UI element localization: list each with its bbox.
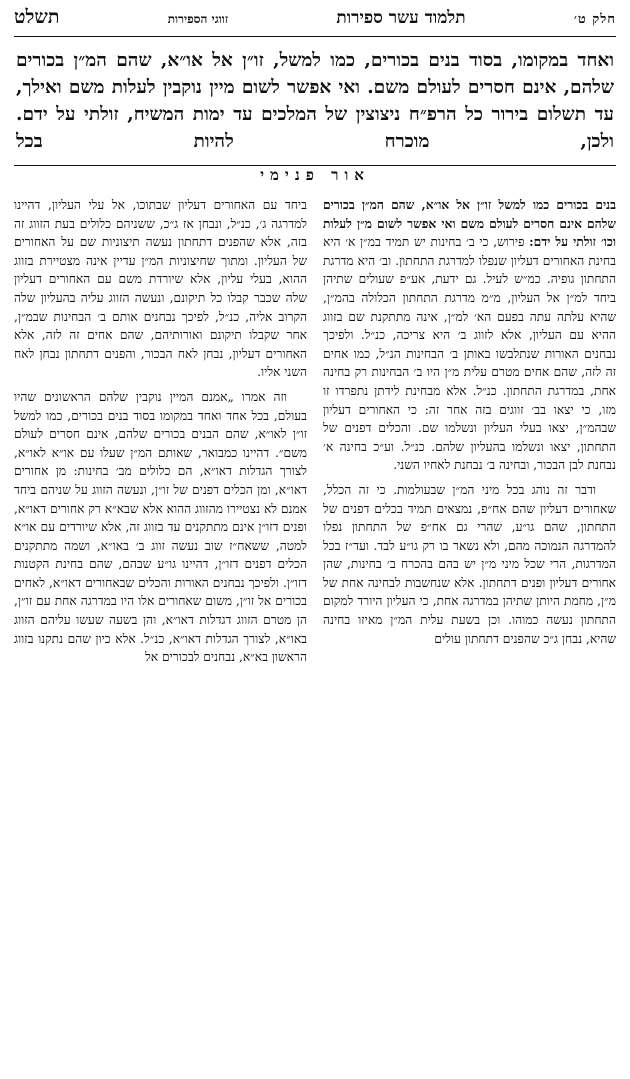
- main-text: ואחד במקומו, בסוד בנים בכורים, כמו למשל, זו״ן אל או״א, שהם המ״ן בכורים שלהם, אינם חסרים לעולם משם. ואי אפשר לשום מיין נוקבין לעלות משם ואילך, עד תשלום בירור כל הרפ״ח ניצוצין של המלכים עד ימות המשיח, זולתי על ידם. ולכן, מוכרח להיות בכל: [16, 50, 614, 152]
- paragraph: [14, 196, 307, 382]
- paragraph: [323, 196, 616, 475]
- page-header: [14, 6, 616, 37]
- paragraph-text: וזה אמרו „אמנם המיין נוקבין שלהם הראשונים שהיו בעולם, בכל אחד ואחד במקומו בסוד בנים בכורים, כמו למשל זו״ן לאו״א, שהם הבנים בכורים שלהם, אינם חסרים לעולם משם״. דהיינו כמבואר, שאותם המ״ן שעלו עם או״א לאו״א, לצורך הגדלות דאו״א, הם כלולים מב׳ בחינות: מן אחורים דאו״א, ומן הכלים דפנים של זו״ן, ונעשה הזווג על שניהם ביחד אמנם לא נצטיירו מהזווג ההוא אלא שבא״א רק אחורים דאו״א, ופנים דזו״ן אינם מתתקנים עד בזווג זה, אלא שיורדים עם או״א למטה, ששאח״ז שוב נעשה זווג ב׳ באו״א, ושמה מתתקנים הכלים דפנים דזו״ן, דהיינו גו״ע שבהם, שהם בחינת הקטנות דזו״ן. ולפיכך נבחנים האורות והכלים שבאחורים דאו״א, לאחים בכורים אל זו״ן, משום שאחורים אלו היו במדרגה אחת עם זו״ן, הן מטרם הזווג דגדלות דאו״א, והן בשעה שעשו עליהם הזווג באו״א, לצורך הגדלות דאו״א, כנ״ל. אלא כיון שהם נתקנו בזווג הראשון בא״א, נבחנים לבכורים אל: [14, 389, 307, 665]
- book-title: תלמוד עשר ספירות: [336, 8, 466, 28]
- page-number: תשלט: [14, 6, 60, 28]
- section-name: זווגי הספירות: [167, 12, 229, 26]
- paragraph-text: ביחד עם האחורים דעליון שבתוכו, אל עלי העליון, דהיינו למדרגה ג׳, כנ״ל, ונבחן אז ג״כ, ששניהם כלולים בעת הזווג זה בזה, אלא שהפנים דתחתון נעשה תיצוניות שם על האחורים של העליון. ומתוך שחיצוניות המ״ן עדיין אינה מצטיירת בזווג ההוא, בעלי עליון, אלא שיורדת משם עם האחורים דעליון שלה שכבר קבלו כל תיקונם, ונעשה הזווג עליה בהעליון שלה הקרוב אליה, כנ״ל, לפיכך נבחנים אותם ב׳ הבחינות שבמ״ן, אחר שקבלו תיקונם ואורותיהם, שהם אחים זה לזה, אלא האחורים דעליון, נבחן לאח הבכור, והפנים דתחתון נבחן לאח השני אליו.: [14, 198, 307, 380]
- part-label: חלק ט׳: [573, 12, 616, 27]
- left-column: [14, 196, 307, 1076]
- paragraph-text: פירוש, כי ב׳ בחינות יש תמיד במ״ן א׳ היא בחינת האחורים דעליון שנפלו למדרגת התחתון. וב׳ היא מדרגת התחתון גופיה. כמ״ש לעיל. גם ידעת, אע״פ שעולים שתיהן ביחד למ״ן אל העליון, מ״מ מדרגת התחתון הכלולה בהמ״ן, שהיא עלתה עתה בפעם הא׳ למ״ן, אינה מתתקנת שם בזווג ההיא עם העליון, אלא לזווג ב׳ היא צריכה, כנ״ל. ולפיכך נבחנים האורות שנתלבשו באותן ב׳ הבחינות הנ״ל, כמו אחים זה לזה, שהם אחים מטרם עלית מ״ן היו ב׳ הבחינות רק בחינה אחת, במדרגת התחתון. כנ״ל. אלא מבחינת לידתן נתפרדו זו מזו, כי יצאו בב׳ זווגים בזה אחר זה: כי האחורים דעליון שבהמ״ן, יצאו בעלי העליון ונשלמו שם. והכלים דפנים של התחתון, יצאו ונשלמו בהעליון שלהם. כנ״ל. וע״כ בחינה א׳ נבחנת לבן הבכור, ובחינה ב׳ נבחנת לאחיו השני.: [323, 235, 616, 473]
- paragraph-text: ודבר זה נוהג בכל מיני המ״ן שבעולמות. כי זה הכלל, שאחורים דעליון שהם אח״פ, נמצאים תמיד בכלים דפנים של התחתון, שהם גו״ע, שהרי גם אח״פ של התחתון נפלו להמדרגה הנמוכה מהם, ולא נשאר בו רק גו״ע לבד. ועד״ז בכל המדרגות, הרי שכל מיני מ״ן יש בהם בהכרח ב׳ בחינות, שהן אחורים דעליון ופנים דתחתון. אלא שנחשבות לבחינה אחת של מ״ן, מחמת היותן שתיהן במדרגה אחת, כי העליון היורד למקום התחתון נעשה כמוהו. וכן בשעת עלית המ״ן מאיזו בחינה שהיא, נבחן ג״כ שהפנים דתחתון עולים: [323, 482, 616, 646]
- right-column: [323, 196, 616, 1076]
- commentary-title: אור פנימי: [260, 166, 370, 184]
- paragraph: [14, 388, 307, 667]
- paragraph-lead: בנים בכורים כמו למשל זו״ן אל או״א, שהם המ״ן בכורים שלהם אינם חסרים לעולם משם ואי אפשר לשום מ״ן לעלות וכו׳ זולתי על ידם:: [323, 198, 616, 250]
- paragraph: [323, 481, 616, 648]
- commentary-columns: [14, 196, 616, 1076]
